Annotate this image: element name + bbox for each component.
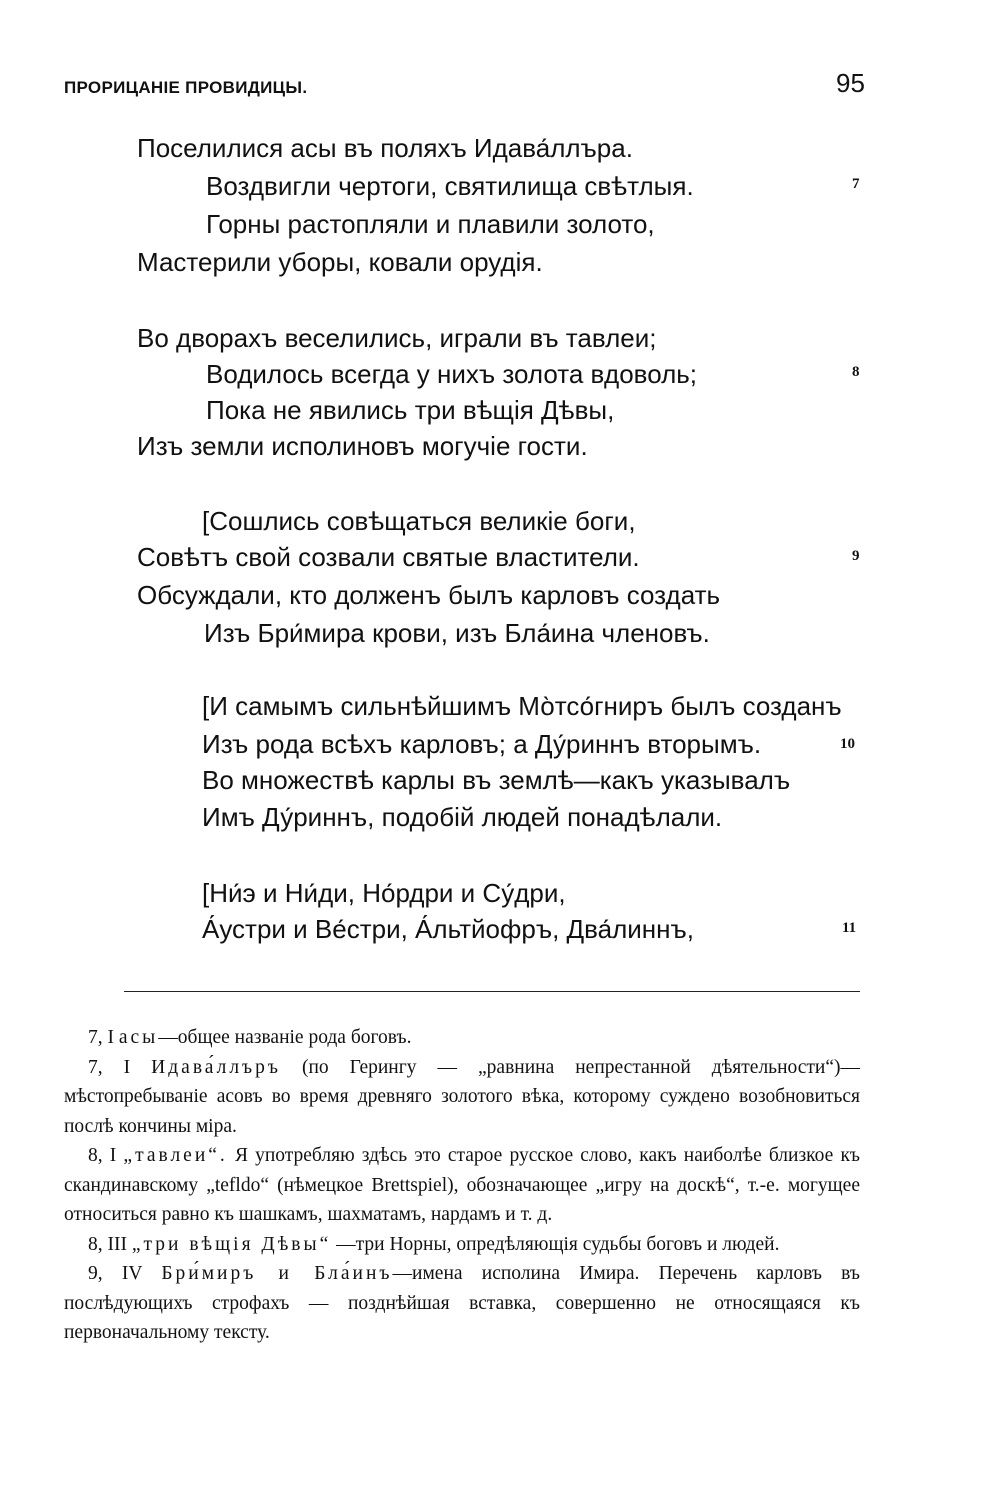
verse-line: [И самымъ сильнѣйшимъ Мо̀тсо́гниръ былъ созданъ (202, 691, 842, 721)
verse-line: Изъ земли исполиновъ могучіе гости. (137, 431, 588, 461)
stanza-number: 11 (842, 920, 857, 936)
footnote-ref: 7, I (88, 1027, 114, 1048)
footnote (64, 1023, 860, 1053)
footnotes (64, 1023, 860, 1348)
verse-line: Воздвигли чертоги, святилища свѣтлыя. (206, 171, 694, 201)
verse-line: Мастерили уборы, ковали орудія. (137, 247, 543, 277)
footnote-text: (по Герингу — „равнина непрестанной дѣятельности“)—мѣстопребываніе асовъ во время древняго золотого вѣка, которому суждено возобновиться послѣ кончины міра. (64, 1056, 861, 1137)
verse-line: Изъ Бри́мира крови, изъ Бла́ина членовъ. (204, 618, 710, 648)
verse-line: Горны растопляли и плавили золото, (206, 209, 655, 239)
footnote-ref: 8, I (88, 1145, 117, 1166)
footnote-term: Идава́ллъръ (151, 1056, 281, 1078)
page-number: 95 (836, 68, 865, 98)
footnote-text: Я употребляю здѣсь это старое русское слово, какъ наиболѣе близкое къ скандинавскому „tefldo“ (нѣмецкое Brettspiel), обозначающее „игру на доскѣ“, т.-е. могущее относиться равно къ шашкамъ, шахматамъ, нардамъ и т. д. (64, 1145, 861, 1225)
footnote-divider (124, 991, 860, 992)
footnote (64, 1259, 860, 1348)
stanza-number: 10 (840, 736, 855, 752)
running-title: ПРОРИЦАНІЕ ПРОВИДИЦЫ. (64, 78, 308, 97)
verse-line: Совѣтъ свой созвали святые властители. (137, 542, 640, 572)
stanza-number: 8 (852, 364, 860, 380)
verse-line: Изъ рода всѣхъ карловъ; а Ду́риннъ вторымъ. (202, 729, 762, 759)
stanza-number: 7 (852, 176, 860, 192)
verse-line: Водилось всегда у нихъ золота вдоволь; (206, 359, 698, 389)
verse-line: Имъ Ду́риннъ, подобій людей понадѣлали. (202, 802, 723, 832)
footnote-term: асы (118, 1027, 159, 1048)
footnote-ref: 9, IV (88, 1263, 143, 1284)
verse-line: [Ни́э и Ни́ди, Но́рдри и Су́дри, (202, 878, 566, 908)
footnote (64, 1230, 860, 1260)
verse-line: Во дворахъ веселились, играли въ тавлеи; (137, 323, 657, 353)
footnote-text: —общее названіе рода боговъ. (158, 1027, 412, 1048)
footnote (64, 1053, 860, 1142)
footnote-term: „три вѣщія Дѣвы“ (131, 1233, 332, 1255)
verse-line: [Сошлись совѣщаться великіе боги, (202, 506, 636, 536)
verse-line: Поселилися асы въ поляхъ Идава́ллъра. (137, 133, 633, 163)
verse-line: Во множествѣ карлы въ землѣ—какъ указывалъ (202, 765, 791, 795)
verse-line: А́устри и Ве́стри, А́льтйофръ, Два́линнъ, (202, 914, 694, 944)
footnote-ref: 7, I (88, 1056, 131, 1078)
footnote-term: „тавлеи“. (123, 1145, 228, 1166)
verse-line: Обсуждали, кто долженъ былъ карловъ создать (137, 580, 721, 610)
footnote (64, 1141, 860, 1230)
footnote-term: Бри́миръ и Бла́инъ (161, 1263, 393, 1284)
footnote-ref: 8, III (88, 1233, 127, 1255)
footnote-text: —имена исполина Имира. Перечень карловъ въ послѣдующихъ строфахъ — позднѣйшая вставка, совершенно не относящаяся къ первоначальному тексту. (64, 1263, 860, 1343)
stanza-number: 9 (852, 548, 860, 564)
verse-line: Пока не явились три вѣщія Дѣвы, (206, 395, 615, 425)
footnote-text: —три Норны, опредѣляющія судьбы боговъ и людей. (331, 1233, 780, 1255)
